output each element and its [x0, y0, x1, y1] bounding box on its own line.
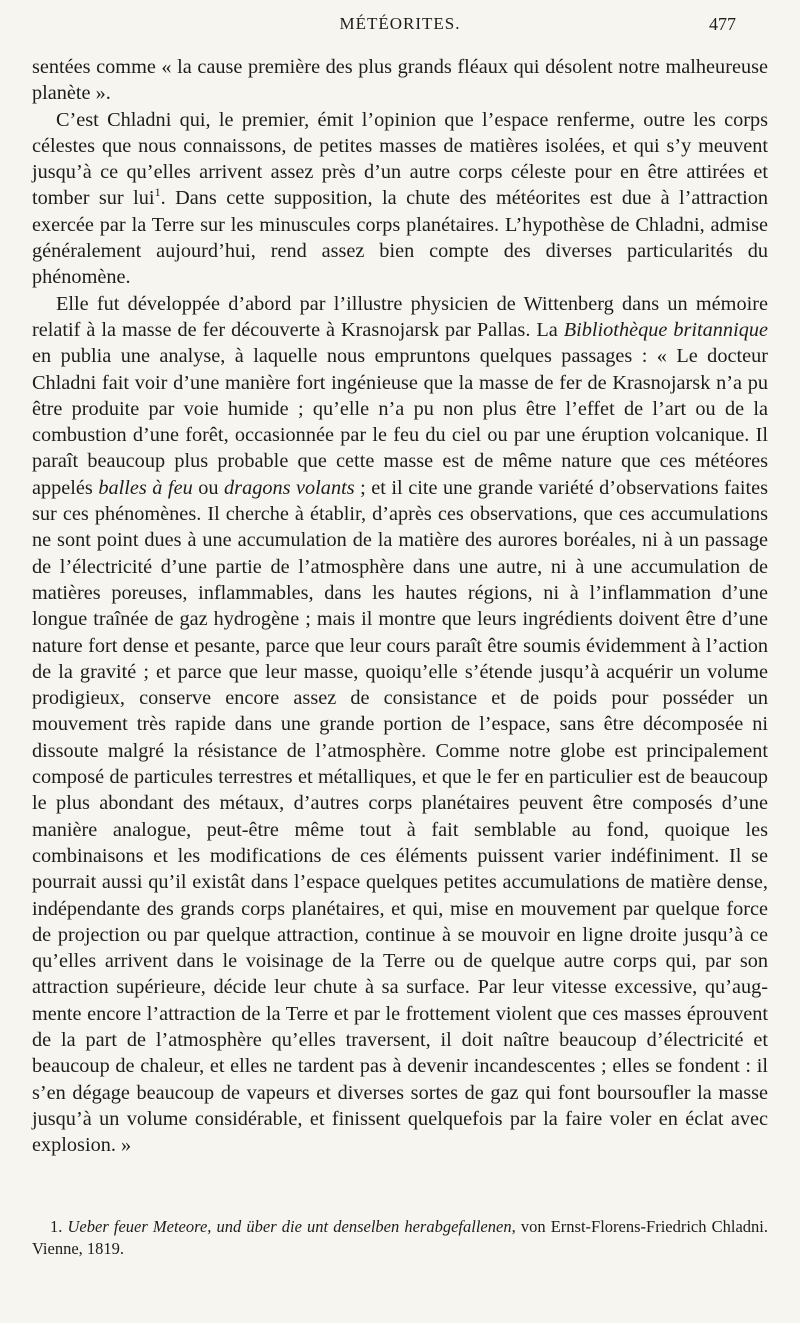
paragraph: [32, 54, 768, 107]
text-run: en publia une analyse, à laquelle nous empruntons quelques passages : « Le docteur Chladni fait voir d’une manière fort ingénieuse que la masse de fer de Krasnojarsk n’a pu être produite par voie humide ; qu’elle n’a pu non plus être l’effet de l’art ou de la combustion d’une forêt, occasionnée par le feu du ciel ou par une éruption volcanique. Il paraît beaucoup plus probable que cette masse est de même nature que ces météores appelés: [32, 345, 768, 499]
footnote-ref[interactable]: 1: [154, 185, 161, 200]
footnotes: [32, 1216, 768, 1260]
footnote: [32, 1216, 768, 1260]
text-run: , von Ernst-Florens-Friedrich Chladni. Vienne, 1819.: [32, 1217, 769, 1258]
text-run: Elle fut développée d’abord par l’illustre physicien de Wittenberg dans un mémoire relatif à la masse de fer découverte à Krasnojarsk par Pallas. La: [32, 292, 768, 341]
body-text: [32, 54, 768, 1158]
italic-text: balles à feu: [98, 476, 193, 499]
italic-text: Bibliothèque britannique: [563, 318, 768, 341]
italic-text: Ueber feuer Meteore, und über die unt denselben herabgefallenen: [67, 1217, 512, 1236]
running-title: MÉTÉORITES.: [339, 14, 461, 33]
text-run: C’est Chladni qui, le premier, émit l’opinion que l’espace renferme, outre les corps célestes que nous connaissons, de petites masses de matières isolées, et qui s’y meuvent jusqu’à ce qu’elles arrivent assez près d’un autre corps céleste pour en être attirées et tomber sur lui: [32, 108, 768, 210]
text-run: . Dans cette supposition, la chute des météorites est due à l’attraction exercée par la Terre sur les minuscules corps planétaires. L’hypothèse de Chladni, admise généralement aujourd’hui, rend assez bien compte des diverses particularités du phénomène.: [32, 187, 769, 289]
text-run: sentées comme « la cause première des plus grands fléaux qui désolent notre malheureuse planète ».: [32, 56, 768, 105]
paragraph: [32, 107, 768, 291]
running-head: [0, 14, 800, 38]
text-run: 1.: [50, 1217, 68, 1236]
paragraph: [32, 291, 768, 1159]
text-run: ; et il cite une grande variété d’observations faites sur ces phénomènes. Il cherche à établir, d’après ces observations, que ces accumulations ne sont point dues à une accumulation de la matière des aurores boréales, ni à un passage de l’électricité d’une partie de l’atmosphère dans une autre, ni à une accumulation de matières poreuses, inflammables, dans les hautes régions, ni à l’inflammation d’une longue traînée de gaz hydrogène ; mais il montre que leurs ingrédients doivent être d’une nature fort dense et pesante, parce que leur cours paraît être soumis évidemment à l’action de la gravité ; et parce que leur masse, quoiqu’elle s’étende jusqu’à acquérir un volume prodigieux, conserve encore assez de consistance et de poids pour posséder un mouvement très rapide dans une grande portion de l’espace, sans être décomposée ni dissoute malgré la résistance de l’atmosphère. Comme notre globe est principalement composé de particules terrestres et métalliques, et que le fer en particulier est de beaucoup le plus abondant des métaux, d’autres corps planétaires peuvent être composés d’une manière analogue, peut-être même tout à fait semblable au fond, quoique les combinaisons et les modifications de ces éléments puissent varier indéfiniment. Il se pourrait aussi qu’il existât dans l’espace quelques petites accumulations de matière dense, indépendante des grands corps planétaires, et qui, mise en mouvement par quelque force de projection ou par quelque attraction, continue à se mouvoir en ligne droite jusqu’à ce qu’elles arrivent dans le voisinage de la Terre ou de quelque autre corps qui, par son attraction supérieure, décide leur chute à sa surface. Par leur vitesse excessive, qu’augmente encore l’attraction de la Terre et par le frottement violent que ces masses éprouvent de la part de l’atmosphère qu’elles traversent, il doit naître beaucoup d’électricité et beaucoup de chaleur, et elles ne tardent pas à devenir incandescentes ; elles se fondent : il s’en dégage beaucoup de vapeurs et diverses sortes de gaz qui font boursoufler la masse jusqu’à un volume considérable, et finissent quelquefois par la faire voler en éclat avec explosion. »: [32, 476, 768, 1157]
text-run: ou: [192, 476, 225, 499]
page-number: 477: [709, 14, 736, 34]
italic-text: dragons volants: [224, 476, 355, 499]
